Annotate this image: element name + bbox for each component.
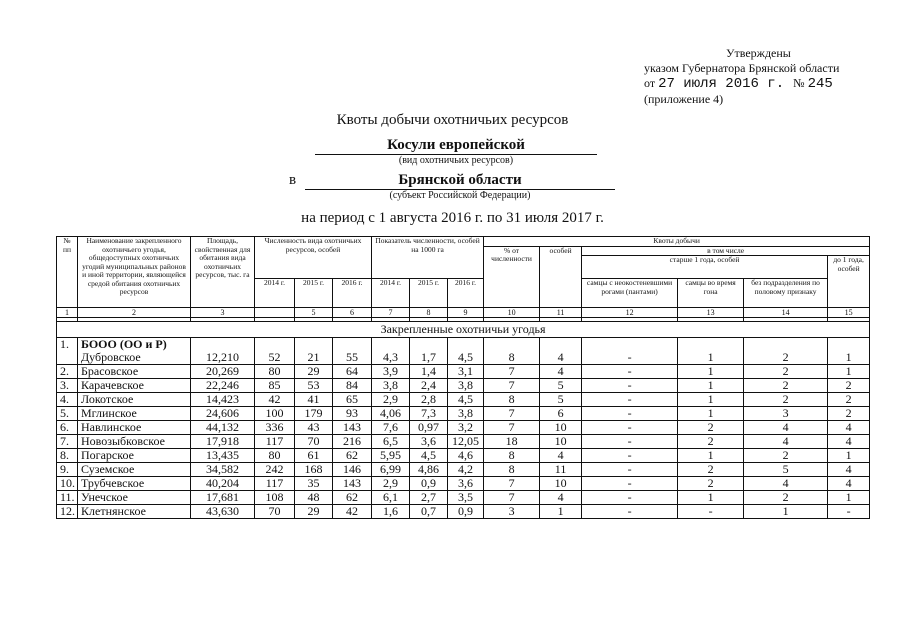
row-number: 1. [57, 338, 78, 365]
header-density-2015: 2015 г. [410, 279, 448, 308]
table-row [57, 477, 870, 491]
row-name: Суземское [81, 462, 135, 476]
data-rows [57, 338, 870, 519]
row-count-2015: 43 [295, 421, 333, 435]
row-count-2016: 62 [333, 491, 372, 505]
row-rut: 1 [678, 393, 744, 407]
approval-number: 245 [807, 76, 833, 92]
row-rut: 2 [678, 463, 744, 477]
row-males: - [582, 505, 678, 519]
row-count-2015: 29 [295, 505, 333, 519]
row-count-2014: 80 [255, 365, 295, 379]
approval-date: 27 июля 2016 г. [658, 76, 785, 92]
section-title: Закрепленные охотничьи угодья [57, 322, 870, 338]
row-number: 12. [57, 505, 78, 519]
row-pct: 8 [484, 393, 540, 407]
row-density-2014: 6,1 [372, 491, 410, 505]
row-density-2014: 4,06 [372, 407, 410, 421]
section-row [57, 322, 870, 338]
row-count-2015: 53 [295, 379, 333, 393]
column-number: 2 [78, 308, 191, 318]
row-nosex: 2 [744, 393, 828, 407]
row-males: - [582, 491, 678, 505]
header-rut: самцы во время гона [678, 279, 744, 308]
row-number: 9. [57, 463, 78, 477]
row-males: - [582, 393, 678, 407]
table-row [57, 491, 870, 505]
row-rut: 1 [678, 365, 744, 379]
row-count-2016: 84 [333, 379, 372, 393]
row-density-2014: 7,6 [372, 421, 410, 435]
row-number: 11. [57, 491, 78, 505]
table-row [57, 421, 870, 435]
row-rut: 1 [678, 379, 744, 393]
row-name: Клетнянское [81, 504, 146, 518]
row-organization: БООО (ОО и Р) [81, 337, 167, 351]
row-density-2015: 2,4 [410, 379, 448, 393]
row-rut: 1 [678, 407, 744, 421]
row-count-2016: 64 [333, 365, 372, 379]
row-density-2014: 6,99 [372, 463, 410, 477]
row-pct: 18 [484, 435, 540, 449]
column-number: 10 [484, 308, 540, 318]
approval-line-decree: указом Губернатора Брянской области [644, 61, 840, 75]
row-count-2014: 117 [255, 477, 295, 491]
row-nosex: 1 [744, 505, 828, 519]
row-individuals: 4 [540, 365, 582, 379]
row-count-2016: 55 [333, 338, 372, 365]
row-count-2015: 41 [295, 393, 333, 407]
row-count-2015: 35 [295, 477, 333, 491]
row-area: 34,582 [191, 463, 255, 477]
row-under1: 2 [828, 393, 870, 407]
row-name-cell [78, 421, 191, 435]
row-name-cell [78, 365, 191, 379]
column-number: 9 [448, 308, 484, 318]
row-under1: 4 [828, 477, 870, 491]
row-nosex: 2 [744, 365, 828, 379]
table-row [57, 407, 870, 421]
row-count-2015: 179 [295, 407, 333, 421]
row-count-2015: 48 [295, 491, 333, 505]
row-count-2016: 42 [333, 505, 372, 519]
column-number: 7 [372, 308, 410, 318]
row-density-2016: 4,2 [448, 463, 484, 477]
header-density-2014: 2014 г. [372, 279, 410, 308]
row-name-cell [78, 393, 191, 407]
row-name-cell [78, 338, 191, 365]
row-number: 7. [57, 435, 78, 449]
row-name-cell [78, 407, 191, 421]
column-number: 13 [678, 308, 744, 318]
row-count-2016: 146 [333, 463, 372, 477]
row-rut: 2 [678, 477, 744, 491]
row-nosex: 5 [744, 463, 828, 477]
approval-line-approved: Утверждены [726, 46, 791, 60]
row-count-2016: 93 [333, 407, 372, 421]
row-nosex: 2 [744, 491, 828, 505]
row-males: - [582, 421, 678, 435]
approval-block [644, 46, 839, 107]
row-males: - [582, 463, 678, 477]
table-row [57, 365, 870, 379]
row-males: - [582, 365, 678, 379]
row-individuals: 4 [540, 449, 582, 463]
row-density-2016: 4,5 [448, 393, 484, 407]
header-year-2014: 2014 г. [255, 279, 295, 308]
row-density-2016: 3,2 [448, 421, 484, 435]
row-name: Карачевское [81, 378, 144, 392]
column-number: 12 [582, 308, 678, 318]
region-caption: (субъект Российской Федерации) [389, 190, 531, 201]
table-row [57, 463, 870, 477]
row-density-2014: 6,5 [372, 435, 410, 449]
row-under1: 4 [828, 421, 870, 435]
row-area: 13,435 [191, 449, 255, 463]
row-number: 2. [57, 365, 78, 379]
row-density-2015: 0,9 [410, 477, 448, 491]
header-pct: % от численности [484, 246, 540, 308]
row-area: 12,210 [191, 338, 255, 365]
row-name: Новозыбковское [81, 434, 165, 448]
row-density-2016: 3,1 [448, 365, 484, 379]
approval-from: от [644, 76, 656, 90]
region-prefix: в [289, 172, 297, 188]
row-name: Брасовское [81, 364, 139, 378]
row-density-2014: 3,9 [372, 365, 410, 379]
row-density-2015: 2,8 [410, 393, 448, 407]
row-under1: 4 [828, 463, 870, 477]
row-area: 40,204 [191, 477, 255, 491]
row-density-2015: 4,5 [410, 449, 448, 463]
period-line: на период с 1 августа 2016 г. по 31 июля 2017 г. [301, 210, 604, 226]
row-count-2014: 52 [255, 338, 295, 365]
row-count-2015: 21 [295, 338, 333, 365]
document-title: Квоты добычи охотничьих ресурсов [336, 112, 569, 128]
row-name-cell [78, 463, 191, 477]
row-males: - [582, 449, 678, 463]
row-individuals: 10 [540, 435, 582, 449]
header-quotas: Квоты добычи [484, 237, 870, 247]
row-individuals: 10 [540, 421, 582, 435]
row-under1: 4 [828, 435, 870, 449]
column-number: 1 [57, 308, 78, 318]
row-count-2015: 168 [295, 463, 333, 477]
header-density: Показатель численности, особей на 1000 га [372, 237, 484, 279]
row-area: 14,423 [191, 393, 255, 407]
row-males: - [582, 407, 678, 421]
header-under1: до 1 года, особей [828, 256, 870, 308]
row-count-2015: 70 [295, 435, 333, 449]
header-older: старше 1 года, особей [582, 256, 828, 279]
row-count-2014: 100 [255, 407, 295, 421]
row-name: Дубровское [81, 350, 141, 364]
row-count-2014: 336 [255, 421, 295, 435]
row-count-2015: 61 [295, 449, 333, 463]
row-name-cell [78, 435, 191, 449]
row-number: 4. [57, 393, 78, 407]
table-row [57, 505, 870, 519]
column-number [255, 308, 295, 318]
row-density-2015: 3,6 [410, 435, 448, 449]
row-under1: 1 [828, 449, 870, 463]
row-area: 20,269 [191, 365, 255, 379]
row-count-2016: 143 [333, 477, 372, 491]
row-males: - [582, 477, 678, 491]
row-count-2015: 29 [295, 365, 333, 379]
resource-caption: (вид охотничьих ресурсов) [398, 155, 514, 166]
row-name-cell [78, 379, 191, 393]
row-density-2015: 4,86 [410, 463, 448, 477]
header-count: Численность вида охотничьих ресурсов, особей [255, 237, 372, 279]
row-density-2014: 2,9 [372, 477, 410, 491]
row-count-2016: 143 [333, 421, 372, 435]
header-individuals: особей [540, 246, 582, 308]
header-no: № пп [57, 237, 78, 308]
header-males: самцы с неокостеневшими рогами (пантами) [582, 279, 678, 308]
row-count-2016: 216 [333, 435, 372, 449]
row-density-2016: 12,05 [448, 435, 484, 449]
row-name-cell [78, 449, 191, 463]
row-density-2015: 1,4 [410, 365, 448, 379]
row-density-2014: 3,8 [372, 379, 410, 393]
column-number: 5 [295, 308, 333, 318]
row-nosex: 4 [744, 421, 828, 435]
row-pct: 7 [484, 407, 540, 421]
header-name: Наименование закрепленного охотничьего угодья, общедоступных охотничьих угодий муниципальных районов и иной территории, являющейся средой обитания охотничьих ресурсов [78, 237, 191, 308]
row-density-2014: 4,3 [372, 338, 410, 365]
row-number: 10. [57, 477, 78, 491]
table-row [57, 393, 870, 407]
row-nosex: 4 [744, 477, 828, 491]
row-count-2014: 242 [255, 463, 295, 477]
row-individuals: 5 [540, 379, 582, 393]
column-number: 8 [410, 308, 448, 318]
row-area: 44,132 [191, 421, 255, 435]
row-density-2016: 3,8 [448, 407, 484, 421]
row-count-2014: 42 [255, 393, 295, 407]
row-individuals: 4 [540, 491, 582, 505]
row-name: Унечское [81, 490, 128, 504]
row-individuals: 1 [540, 505, 582, 519]
row-pct: 8 [484, 463, 540, 477]
row-rut: 2 [678, 435, 744, 449]
header-year-2015: 2015 г. [295, 279, 333, 308]
row-density-2015: 1,7 [410, 338, 448, 365]
row-number: 8. [57, 449, 78, 463]
table-row [57, 379, 870, 393]
row-density-2015: 0,7 [410, 505, 448, 519]
row-count-2016: 62 [333, 449, 372, 463]
row-count-2014: 117 [255, 435, 295, 449]
row-name: Навлинское [81, 420, 142, 434]
table-row [57, 338, 870, 365]
row-density-2014: 1,6 [372, 505, 410, 519]
row-individuals: 6 [540, 407, 582, 421]
row-count-2016: 65 [333, 393, 372, 407]
row-rut: 2 [678, 421, 744, 435]
row-name-cell [78, 491, 191, 505]
row-individuals: 11 [540, 463, 582, 477]
row-density-2015: 2,7 [410, 491, 448, 505]
row-number: 5. [57, 407, 78, 421]
row-name: Локотское [81, 392, 134, 406]
header-year-2016: 2016 г. [333, 279, 372, 308]
row-density-2015: 7,3 [410, 407, 448, 421]
row-pct: 7 [484, 379, 540, 393]
row-name: Погарское [81, 448, 134, 462]
header-row-1 [57, 237, 870, 247]
column-number: 6 [333, 308, 372, 318]
row-nosex: 3 [744, 407, 828, 421]
row-rut: 1 [678, 449, 744, 463]
row-count-2014: 108 [255, 491, 295, 505]
row-under1: 2 [828, 407, 870, 421]
row-under1: 2 [828, 379, 870, 393]
column-number-row [57, 308, 870, 318]
column-number: 15 [828, 308, 870, 318]
approval-line-date [644, 76, 839, 92]
row-individuals: 5 [540, 393, 582, 407]
row-area: 43,630 [191, 505, 255, 519]
row-density-2016: 3,5 [448, 491, 484, 505]
row-nosex: 2 [744, 338, 828, 365]
row-rut: - [678, 505, 744, 519]
row-pct: 7 [484, 477, 540, 491]
row-count-2014: 80 [255, 449, 295, 463]
row-individuals: 4 [540, 338, 582, 365]
row-nosex: 2 [744, 379, 828, 393]
row-under1: - [828, 505, 870, 519]
row-density-2016: 4,6 [448, 449, 484, 463]
row-under1: 1 [828, 338, 870, 365]
row-count-2014: 85 [255, 379, 295, 393]
row-rut: 1 [678, 338, 744, 365]
approval-appendix: (приложение 4) [644, 92, 724, 106]
row-number: 6. [57, 421, 78, 435]
row-area: 22,246 [191, 379, 255, 393]
row-name-cell [78, 477, 191, 491]
header-area: Площадь, свойственная для обитания вида охотничьих ресурсов, тыс. га [191, 237, 255, 308]
row-pct: 8 [484, 338, 540, 365]
row-area: 17,681 [191, 491, 255, 505]
column-number: 11 [540, 308, 582, 318]
quota-table [56, 236, 870, 519]
row-area: 24,606 [191, 407, 255, 421]
row-pct: 7 [484, 491, 540, 505]
header-density-2016: 2016 г. [448, 279, 484, 308]
row-count-2014: 70 [255, 505, 295, 519]
row-density-2014: 2,9 [372, 393, 410, 407]
row-pct: 3 [484, 505, 540, 519]
row-under1: 1 [828, 491, 870, 505]
row-density-2016: 0,9 [448, 505, 484, 519]
row-pct: 7 [484, 421, 540, 435]
row-density-2016: 4,5 [448, 338, 484, 365]
header-nosex: без подразделения по половому признаку [744, 279, 828, 308]
row-density-2016: 3,6 [448, 477, 484, 491]
row-individuals: 10 [540, 477, 582, 491]
row-nosex: 2 [744, 449, 828, 463]
row-males: - [582, 435, 678, 449]
row-area: 17,918 [191, 435, 255, 449]
row-number: 3. [57, 379, 78, 393]
region-name: Брянской области [305, 172, 615, 190]
row-rut: 1 [678, 491, 744, 505]
row-density-2015: 0,97 [410, 421, 448, 435]
table-row [57, 449, 870, 463]
resource-name: Косули европейской [315, 137, 597, 155]
row-density-2016: 3,8 [448, 379, 484, 393]
row-under1: 1 [828, 365, 870, 379]
header-incl: в том числе [582, 246, 870, 256]
row-name: Трубчевское [81, 476, 145, 490]
row-males: - [582, 338, 678, 365]
row-pct: 7 [484, 365, 540, 379]
column-number: 14 [744, 308, 828, 318]
table-row [57, 435, 870, 449]
approval-number-sign: № [793, 76, 805, 90]
row-pct: 8 [484, 449, 540, 463]
column-number: 3 [191, 308, 255, 318]
row-males: - [582, 379, 678, 393]
row-name: Мглинское [81, 406, 137, 420]
row-density-2014: 5,95 [372, 449, 410, 463]
row-name-cell [78, 505, 191, 519]
row-nosex: 4 [744, 435, 828, 449]
